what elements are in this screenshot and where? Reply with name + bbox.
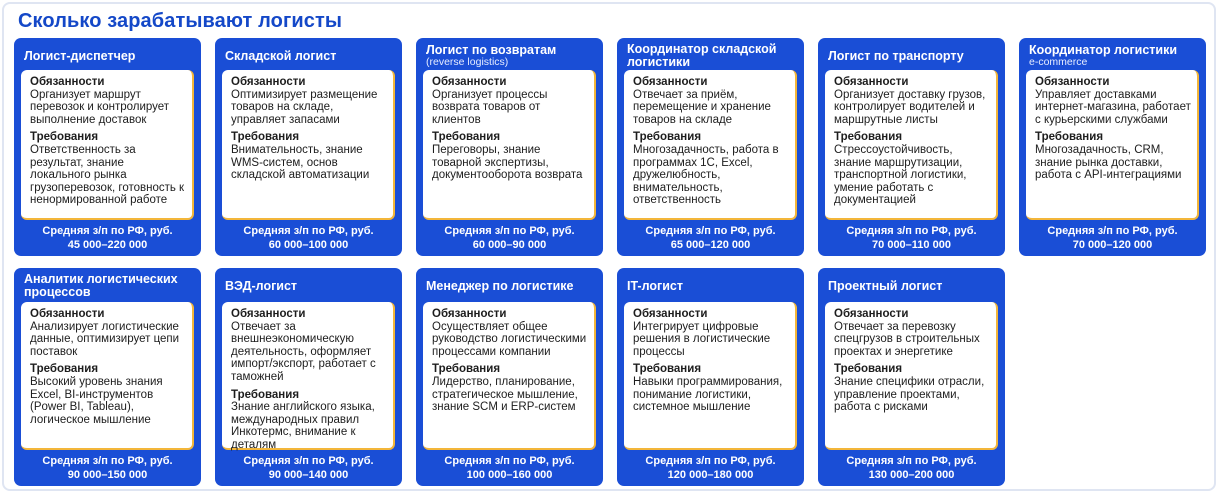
job-title: Логист-диспетчер (24, 48, 136, 63)
job-card-header (426, 42, 597, 70)
requirements-text: Знание специфики отрасли, управление проектами, работа с рисками (834, 375, 985, 414)
salary-label: Средняя з/п по РФ, руб. (42, 225, 173, 237)
duties-label: Обязанности (432, 76, 507, 88)
salary-block (14, 224, 201, 252)
job-card-body (222, 302, 395, 450)
salary-value: 65 000–120 000 (670, 239, 751, 251)
job-card-header (24, 272, 195, 300)
duties-label: Обязанности (432, 308, 507, 320)
duties-text: Организует доставку грузов, контролирует водителей и маршрутные листы (834, 88, 986, 126)
salary-label: Средняя з/п по РФ, руб. (846, 225, 977, 237)
job-card-body (624, 70, 797, 220)
requirements-text: Внимательность, знание WMS-систем, основ складской автоматизации (231, 143, 370, 182)
salary-block (617, 454, 804, 482)
duties-text: Оптимизирует размещение товаров на складе, управляет запасами (231, 88, 378, 126)
salary-value: 130 000–200 000 (868, 469, 955, 481)
job-card-header (225, 42, 396, 70)
duties-text: Интегрирует цифровые решения в логистические процессы (633, 320, 771, 358)
duties-label: Обязанности (633, 308, 708, 320)
salary-block (416, 454, 603, 482)
job-card-dispatcher (14, 38, 201, 256)
job-subtitle: e-commerce (1029, 56, 1088, 68)
job-title: Складской логист (225, 48, 337, 63)
job-cards-grid (14, 38, 1214, 488)
job-title: Логист по возвратам (426, 43, 557, 57)
job-card-header (24, 42, 195, 70)
job-card-header (627, 42, 798, 70)
job-card-body (423, 70, 596, 220)
job-card-foreign-trade (215, 268, 402, 486)
requirements-text: Многозадачность, работа в программах 1С, Excel, дружелюбность, внимательность, ответственность (633, 143, 779, 207)
salary-value: 70 000–110 000 (872, 239, 951, 251)
job-title: Аналитик логистических процессов (24, 272, 178, 299)
job-card-returns (416, 38, 603, 256)
requirements-text: Многозадачность, CRM, знание рынка доставки, работа с API-интеграциями (1035, 143, 1182, 182)
job-card-transport (818, 38, 1005, 256)
requirements-label: Требования (432, 131, 501, 144)
requirements-label: Требования (633, 363, 702, 376)
salary-value: 70 000–120 000 (1072, 239, 1153, 251)
requirements-text: Стрессоустойчивость, знание маршрутизации, транспортной логистики, умение работать с документацией (834, 143, 967, 207)
requirements-label: Требования (834, 363, 903, 376)
salary-block (416, 224, 603, 252)
duties-text: Осуществляет общее руководство логистическими процессами компании (432, 320, 587, 358)
salary-value: 90 000–140 000 (268, 469, 349, 481)
duties-label: Обязанности (1035, 76, 1110, 88)
duties-label: Обязанности (30, 308, 105, 320)
job-title: ВЭД-логист (225, 278, 298, 293)
duties-text: Организует маршрут перевозок и контролирует выполнение доставок (30, 88, 170, 126)
job-card-body (1026, 70, 1199, 220)
salary-value: 45 000–220 000 (67, 239, 148, 251)
requirements-text: Переговоры, знание товарной экспертизы, документооборота возврата (432, 143, 583, 182)
requirements-label: Требования (30, 363, 99, 376)
salary-label: Средняя з/п по РФ, руб. (1047, 225, 1178, 237)
job-card-ecommerce (1019, 38, 1206, 256)
salary-label: Средняя з/п по РФ, руб. (243, 455, 374, 467)
job-card-body (21, 302, 194, 450)
job-card-body (21, 70, 194, 220)
job-title: Проектный логист (828, 278, 943, 293)
salary-label: Средняя з/п по РФ, руб. (846, 455, 977, 467)
duties-text: Управляет доставками интернет-магазина, работает с курьерскими службами (1035, 88, 1191, 126)
duties-text: Отвечает за приём, перемещение и хранение товаров на складе (633, 88, 771, 126)
requirements-label: Требования (30, 131, 99, 144)
salary-label: Средняя з/п по РФ, руб. (444, 455, 575, 467)
salary-label: Средняя з/п по РФ, руб. (243, 225, 374, 237)
salary-value: 120 000–180 000 (667, 469, 754, 481)
job-card-header (627, 272, 798, 300)
duties-label: Обязанности (834, 308, 909, 320)
job-title: Менеджер по логистике (426, 278, 574, 293)
job-card-warehouse (215, 38, 402, 256)
job-card-project-logist (818, 268, 1005, 486)
duties-label: Обязанности (633, 76, 708, 88)
salary-block (1019, 224, 1206, 252)
duties-text: Анализирует логистические данные, оптимизирует цепи поставок (30, 320, 180, 358)
duties-label: Обязанности (30, 76, 105, 88)
salary-label: Средняя з/п по РФ, руб. (645, 225, 776, 237)
job-card-header (426, 272, 597, 300)
salary-block (818, 454, 1005, 482)
page-title: Сколько зарабатывают логисты (18, 10, 343, 32)
job-subtitle: (reverse logistics) (426, 56, 509, 68)
job-card-header (828, 42, 999, 70)
salary-value: 60 000–100 000 (268, 239, 349, 251)
requirements-text: Знание английского языка, международных правил Инкотермс, внимание к деталям (231, 401, 375, 451)
salary-value: 60 000–90 000 (472, 239, 547, 251)
salary-block (818, 224, 1005, 252)
salary-value: 100 000–160 000 (466, 469, 553, 481)
duties-text: Отвечает за внешнеэкономическую деятельность, оформляет импорт/экспорт, работает с таможней (231, 320, 376, 383)
salary-label: Средняя з/п по РФ, руб. (42, 455, 173, 467)
salary-block (617, 224, 804, 252)
salary-label: Средняя з/п по РФ, руб. (645, 455, 776, 467)
requirements-label: Требования (231, 131, 300, 144)
duties-label: Обязанности (834, 76, 909, 88)
job-card-header (225, 272, 396, 300)
requirements-label: Требования (1035, 131, 1104, 144)
requirements-text: Ответственность за результат, знание локального рынка грузоперевозок, готовность к ненормированной работе (30, 143, 185, 207)
job-card-logistics-manager (416, 268, 603, 486)
requirements-label: Требования (231, 388, 300, 401)
salary-label: Средняя з/п по РФ, руб. (444, 225, 575, 237)
job-card-body (825, 302, 998, 450)
job-card-it-logist (617, 268, 804, 486)
job-card-body (222, 70, 395, 220)
duties-label: Обязанности (231, 308, 306, 320)
job-title: Координатор логистики (1029, 43, 1178, 57)
job-card-header (828, 272, 999, 300)
salary-block (14, 454, 201, 482)
job-card-analyst (14, 268, 201, 486)
job-card-body (825, 70, 998, 220)
job-card-warehouse-coordinator (617, 38, 804, 256)
job-title: IT-логист (627, 278, 683, 293)
requirements-text: Лидерство, планирование, стратегическое мышление, знание SCM и ERP-систем (432, 375, 578, 414)
job-card-header (1029, 42, 1200, 70)
salary-block (215, 454, 402, 482)
job-title: Координатор складской логистики (627, 42, 777, 69)
duties-text: Организует процессы возврата товаров от клиентов (432, 88, 548, 126)
requirements-text: Высокий уровень знания Excel, BI-инструментов (Power BI, Tableau), логическое мышление (30, 375, 163, 426)
duties-label: Обязанности (231, 76, 306, 88)
job-title: Логист по транспорту (828, 48, 964, 63)
requirements-label: Требования (834, 131, 903, 144)
salary-value: 90 000–150 000 (67, 469, 148, 481)
duties-text: Отвечает за перевозку спецгрузов в строительных проектах и энергетике (834, 320, 980, 358)
requirements-label: Требования (432, 363, 501, 376)
job-card-body (624, 302, 797, 450)
requirements-text: Навыки программирования, понимание логистики, системное мышление (633, 375, 783, 414)
job-card-body (423, 302, 596, 450)
requirements-label: Требования (633, 131, 702, 144)
salary-block (215, 224, 402, 252)
